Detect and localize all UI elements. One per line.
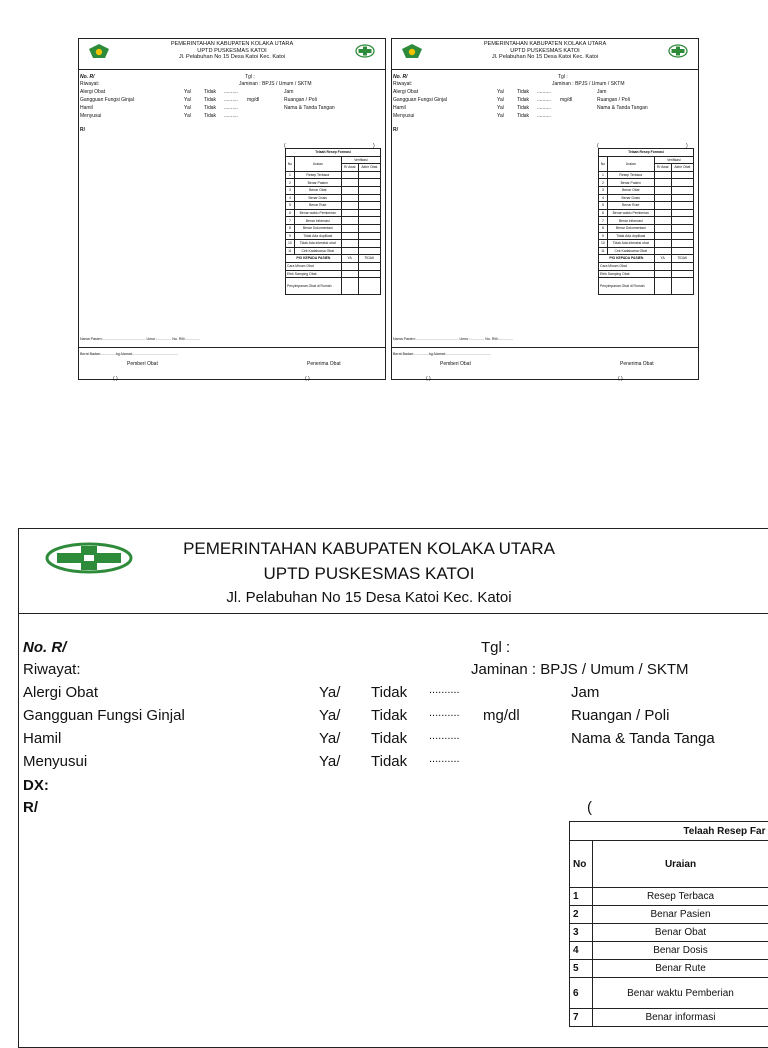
ya-option: Ya/: [319, 730, 340, 747]
dots: ..........: [537, 113, 551, 119]
table-row: [286, 224, 381, 232]
r-label: R/: [80, 127, 85, 133]
form-thumbnail-left: [78, 38, 386, 380]
table-row: [599, 209, 694, 217]
table-row: [570, 906, 768, 924]
telaah-resep-table: [569, 821, 768, 1027]
header-line1: PEMERINTAHAN KABUPATEN KOLAKA UTARA: [392, 41, 698, 48]
alergi-label: Alergi Obat: [393, 89, 418, 95]
menyusui-label: Menyusui: [80, 113, 101, 119]
dots: ..........: [224, 97, 238, 103]
table-row: [599, 179, 694, 187]
col-uraian: Uraian: [593, 841, 768, 888]
penerima-sign: ( ): [618, 376, 623, 382]
puskesmas-logo-icon: [668, 44, 688, 58]
table-row: [286, 194, 381, 202]
row-uraian: Tidak Ada duplikasi: [294, 232, 341, 240]
pemberi-sign: ( ): [426, 376, 431, 382]
row-uraian: Benar Obat: [593, 924, 768, 942]
ya-option: Ya/: [184, 105, 191, 111]
hamil-label: Hamil: [393, 105, 406, 111]
row-uraian: Tidak Ada duplikasi: [607, 232, 654, 240]
jam-label: Jam: [571, 684, 599, 701]
tidak-option: Tidak: [371, 684, 407, 701]
ruangan-label: Ruangan / Poli: [597, 97, 630, 103]
dots: ..........: [429, 730, 460, 742]
nama-ttd-label: Nama & Tanda Tangan: [284, 105, 335, 111]
row-no: 8: [599, 224, 608, 232]
tidak-option: Tidak: [517, 97, 529, 103]
table-row: [570, 978, 768, 1009]
row-no: 7: [286, 217, 295, 225]
col-uraian: Uraian: [294, 156, 341, 171]
riwayat-label: Riwayat:: [393, 81, 412, 87]
no-r-label: No. R/: [23, 639, 66, 656]
col-r: R/ Awal: [654, 164, 671, 172]
row-no: 6: [286, 209, 295, 217]
paren-open: (: [597, 143, 599, 149]
row-no: 2: [286, 179, 295, 187]
row-no: 6: [599, 209, 608, 217]
form-header: [19, 529, 768, 614]
paren-open: (: [587, 799, 592, 816]
paren-close: ): [373, 143, 375, 149]
row-uraian: Cek Kadaluarsa Obat: [607, 247, 654, 255]
hamil-label: Hamil: [23, 730, 61, 747]
header-line2: UPTD PUSKESMAS KATOI: [19, 564, 719, 584]
pio-item: Cara Minum Obat: [599, 262, 655, 270]
table-row: [286, 247, 381, 255]
row-uraian: Benar Dosis: [607, 194, 654, 202]
ya-option: Ya/: [184, 113, 191, 119]
row-uraian: Benar Dosis: [593, 942, 768, 960]
alergi-label: Alergi Obat: [80, 89, 105, 95]
tgl-label: Tgl :: [481, 639, 510, 656]
header-line1: PEMERINTAHAN KABUPATEN KOLAKA UTARA: [79, 41, 385, 48]
pio-ya: YA: [654, 255, 671, 263]
paren-close: ): [686, 143, 688, 149]
pio-item: Efek Samping Obat: [286, 270, 342, 278]
row-no: 5: [286, 202, 295, 210]
pio-item: Penyimpanan Obat di Rumah: [599, 278, 655, 295]
col-uraian: Uraian: [607, 156, 654, 171]
nama-pasien-line: Nama Pasien:........................................... Umur :.............. No. RM:...............: [80, 337, 200, 341]
pio-title: PIO KEPADA PASIEN: [286, 255, 342, 263]
tgl-label: Tgl :: [558, 74, 568, 80]
telaah-title: Telaah Resep Formasi: [599, 149, 694, 157]
table-row: [286, 202, 381, 210]
row-no: 5: [570, 960, 593, 978]
tidak-option: Tidak: [371, 730, 407, 747]
tidak-option: Tidak: [204, 97, 216, 103]
row-no: 10: [286, 240, 295, 248]
table-row: [286, 240, 381, 248]
row-uraian: Resep Terbaca: [593, 888, 768, 906]
pio-ya: YA: [341, 255, 358, 263]
pemberi-sign: ( ): [113, 376, 118, 382]
ya-option: Ya/: [497, 113, 504, 119]
ruangan-label: Ruangan / Poli: [284, 97, 317, 103]
header-line1: PEMERINTAHAN KABUPATEN KOLAKA UTARA: [19, 539, 719, 559]
ya-option: Ya/: [319, 684, 340, 701]
dots: ..........: [537, 97, 551, 103]
table-row: [599, 217, 694, 225]
row-no: 11: [599, 247, 608, 255]
dots: ..........: [429, 753, 460, 765]
col-verifikasi: Verifikasi: [654, 156, 693, 164]
header-line3: Jl. Pelabuhan No 15 Desa Katoi Kec. Katoi: [79, 54, 385, 61]
mgdl-label: mg/dl: [247, 97, 259, 103]
pio-tidak: TIDAK: [671, 255, 693, 263]
ya-option: Ya/: [497, 89, 504, 95]
col-no: No: [599, 156, 608, 171]
table-row: [286, 209, 381, 217]
table-row: [570, 888, 768, 906]
row-no: 1: [570, 888, 593, 906]
row-uraian: Benar Pasien: [607, 179, 654, 187]
kabupaten-logo-icon: [89, 44, 109, 58]
row-no: 7: [570, 1009, 593, 1027]
ya-option: Ya/: [184, 97, 191, 103]
pio-item: Cara Minum Obat: [286, 262, 342, 270]
row-uraian: Benar informasi: [294, 217, 341, 225]
header-line3: Jl. Pelabuhan No 15 Desa Katoi Kec. Katoi: [19, 589, 719, 606]
table-row: [599, 240, 694, 248]
row-no: 1: [286, 171, 295, 179]
nama-ttd-label: Nama & Tanda Tanga: [571, 730, 715, 747]
table-row: [599, 247, 694, 255]
row-uraian: Resep Terbaca: [607, 171, 654, 179]
berat-line: Berat Badan:...............kg Alamat:.............................................: [393, 352, 491, 356]
pio-title: PIO KEPADA PASIEN: [599, 255, 655, 263]
row-uraian: Benar waktu Pemberian: [607, 209, 654, 217]
row-uraian: Benar Rute: [607, 202, 654, 210]
col-akhir: Akhir Obat: [358, 164, 380, 172]
row-uraian: Benar Rute: [593, 960, 768, 978]
row-no: 8: [286, 224, 295, 232]
table-row: [599, 202, 694, 210]
pio-item: Penyimpanan Obat di Rumah: [286, 278, 342, 295]
col-no: No: [286, 156, 295, 171]
jaminan-label: Jaminan : BPJS / Umum / SKTM: [239, 81, 312, 87]
ya-option: Ya/: [319, 753, 340, 770]
dx-label: DX:: [23, 777, 49, 794]
paren-open: (: [284, 143, 286, 149]
row-uraian: Benar Dosis: [294, 194, 341, 202]
row-no: 2: [599, 179, 608, 187]
table-row: [286, 171, 381, 179]
dots: ..........: [429, 707, 460, 719]
jam-label: Jam: [284, 89, 293, 95]
row-no: 4: [599, 194, 608, 202]
header-line3: Jl. Pelabuhan No 15 Desa Katoi Kec. Katoi: [392, 54, 698, 61]
table-row: [599, 171, 694, 179]
table-row: [286, 179, 381, 187]
row-uraian: Benar Dokumentasi: [294, 224, 341, 232]
table-row: [286, 217, 381, 225]
ruangan-label: Ruangan / Poli: [571, 707, 669, 724]
dots: ..........: [224, 105, 238, 111]
tidak-option: Tidak: [517, 89, 529, 95]
riwayat-label: Riwayat:: [80, 81, 99, 87]
no-r-label: No. R/: [393, 74, 407, 80]
row-no: 1: [599, 171, 608, 179]
penerima-sign: ( ): [305, 376, 310, 382]
menyusui-label: Menyusui: [23, 753, 87, 770]
riwayat-label: Riwayat:: [23, 661, 81, 678]
row-no: 5: [599, 202, 608, 210]
telaah-title: Telaah Resep Far: [570, 822, 768, 841]
pio-item: Efek Samping Obat: [599, 270, 655, 278]
row-no: 4: [570, 942, 593, 960]
col-akhir: Akhir Obat: [671, 164, 693, 172]
jaminan-label: Jaminan : BPJS / Umum / SKTM: [471, 661, 689, 678]
ya-option: Ya/: [319, 707, 340, 724]
tidak-option: Tidak: [371, 753, 407, 770]
mgdl-label: mg/dl: [483, 707, 520, 724]
col-no: No: [570, 841, 593, 888]
row-no: 10: [599, 240, 608, 248]
row-no: 3: [570, 924, 593, 942]
r-label: R/: [23, 799, 38, 816]
menyusui-label: Menyusui: [393, 113, 414, 119]
row-no: 3: [599, 186, 608, 194]
gangguan-label: Gangguan Fungsi Ginjal: [80, 97, 134, 103]
no-r-label: No. R/: [80, 74, 94, 80]
gangguan-label: Gangguan Fungsi Ginjal: [393, 97, 447, 103]
form-thumbnail-right: [391, 38, 699, 380]
table-row: [599, 186, 694, 194]
row-uraian: Benar Dokumentasi: [607, 224, 654, 232]
row-no: 4: [286, 194, 295, 202]
pio-tidak: TIDAK: [358, 255, 380, 263]
row-uraian: Benar waktu Pemberian: [294, 209, 341, 217]
dots: ..........: [224, 113, 238, 119]
penerima-label: Penerima Obat: [620, 361, 654, 367]
row-no: 2: [570, 906, 593, 924]
row-uraian: Cek Kadaluarsa Obat: [294, 247, 341, 255]
row-uraian: Benar Obat: [294, 186, 341, 194]
puskesmas-logo-icon: [355, 44, 375, 58]
table-row: [570, 924, 768, 942]
alergi-label: Alergi Obat: [23, 684, 98, 701]
table-row: [599, 224, 694, 232]
row-no: 7: [599, 217, 608, 225]
row-uraian: Benar Pasien: [294, 179, 341, 187]
tgl-label: Tgl :: [245, 74, 255, 80]
dots: ..........: [429, 684, 460, 696]
row-uraian: Tidak Ada interaksi obat: [294, 240, 341, 248]
ya-option: Ya/: [497, 105, 504, 111]
table-row: [286, 232, 381, 240]
jaminan-label: Jaminan : BPJS / Umum / SKTM: [552, 81, 625, 87]
nama-pasien-line: Nama Pasien:........................................... Umur :.............. No. RM:...............: [393, 337, 513, 341]
row-no: 6: [570, 978, 593, 1009]
telaah-mini-table: [598, 148, 694, 295]
tidak-option: Tidak: [204, 113, 216, 119]
table-row: [599, 232, 694, 240]
row-uraian: Resep Terbaca: [294, 171, 341, 179]
pemberi-label: Pemberi Obat: [127, 361, 158, 367]
row-uraian: Tidak Ada interaksi obat: [607, 240, 654, 248]
berat-line: Berat Badan:...............kg Alamat:.............................................: [80, 352, 178, 356]
header-line2: UPTD PUSKESMAS KATOI: [79, 48, 385, 55]
row-uraian: Benar waktu Pemberian: [593, 978, 768, 1009]
col-r: R/ Awal: [341, 164, 358, 172]
tidak-option: Tidak: [517, 113, 529, 119]
form-enlarged: [18, 528, 768, 1048]
form-header: [392, 39, 698, 70]
tidak-option: Tidak: [204, 105, 216, 111]
mgdl-label: mg/dl: [560, 97, 572, 103]
row-uraian: Benar Rute: [294, 202, 341, 210]
table-row: [570, 942, 768, 960]
dots: ..........: [224, 89, 238, 95]
kabupaten-logo-icon: [402, 44, 422, 58]
tidak-option: Tidak: [517, 105, 529, 111]
col-verifikasi: Verifikasi: [341, 156, 380, 164]
row-uraian: Benar informasi: [593, 1009, 768, 1027]
nama-ttd-label: Nama & Tanda Tangan: [597, 105, 648, 111]
table-row: [599, 194, 694, 202]
form-header: [79, 39, 385, 70]
telaah-title: Telaah Resep Formasi: [286, 149, 381, 157]
row-no: 9: [599, 232, 608, 240]
jam-label: Jam: [597, 89, 606, 95]
table-row: [570, 960, 768, 978]
dots: ..........: [537, 89, 551, 95]
row-no: 3: [286, 186, 295, 194]
r-label: R/: [393, 127, 398, 133]
dots: ..........: [537, 105, 551, 111]
row-no: 9: [286, 232, 295, 240]
row-uraian: Benar Obat: [607, 186, 654, 194]
row-uraian: Benar Pasien: [593, 906, 768, 924]
row-uraian: Benar informasi: [607, 217, 654, 225]
pemberi-label: Pemberi Obat: [440, 361, 471, 367]
header-line2: UPTD PUSKESMAS KATOI: [392, 48, 698, 55]
ya-option: Ya/: [497, 97, 504, 103]
ya-option: Ya/: [184, 89, 191, 95]
telaah-mini-table: [285, 148, 381, 295]
table-row: [286, 186, 381, 194]
penerima-label: Penerima Obat: [307, 361, 341, 367]
row-no: 11: [286, 247, 295, 255]
hamil-label: Hamil: [80, 105, 93, 111]
gangguan-label: Gangguan Fungsi Ginjal: [23, 707, 185, 724]
tidak-option: Tidak: [371, 707, 407, 724]
tidak-option: Tidak: [204, 89, 216, 95]
